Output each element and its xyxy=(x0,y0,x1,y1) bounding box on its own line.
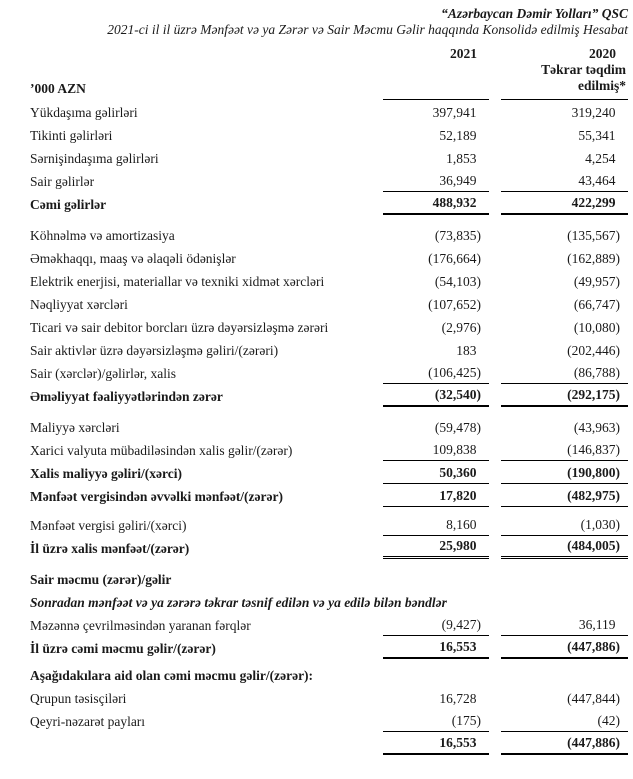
value-2021: (107,652) xyxy=(428,297,481,312)
report-subtitle: 2021-ci il il üzrə Mənfəət və ya Zərər və Sair Məcmu Gəlir haqqında Konsolidə edilmiş Hesabat xyxy=(107,22,628,37)
table-row xyxy=(30,636,628,659)
value-2020: (447,844) xyxy=(567,691,620,706)
restated-note: Təkrar təqdim edilmiş* xyxy=(541,62,626,93)
value-2021: 17,820 xyxy=(383,484,489,507)
value-2021: (59,478) xyxy=(434,420,481,435)
table-row xyxy=(30,415,628,438)
value-2020: 422,299 xyxy=(501,192,628,215)
table-row xyxy=(30,338,628,361)
table-row xyxy=(30,709,628,732)
value-2020: 43,464 xyxy=(501,169,628,192)
table-row xyxy=(30,146,628,169)
column-header-row xyxy=(30,46,628,100)
value-2020: (10,080) xyxy=(573,320,620,335)
value-2020: (146,837) xyxy=(501,438,628,461)
value-2020: (447,886) xyxy=(501,636,628,659)
row-label: Məzənnə çevrilməsindən yaranan fərqlər xyxy=(30,618,251,633)
value-2021: 50,360 xyxy=(383,461,489,484)
table-row xyxy=(30,192,628,215)
value-2020: (86,788) xyxy=(501,361,628,384)
value-2021: (175) xyxy=(383,709,489,732)
table-row xyxy=(30,100,628,123)
value-2020: (1,030) xyxy=(501,513,628,536)
value-2021: (2,976) xyxy=(441,320,481,335)
value-2021: 397,941 xyxy=(432,105,477,120)
row-label: Tikinti gəlirləri xyxy=(30,128,113,143)
value-2021: 25,980 xyxy=(383,536,489,559)
value-2020: (190,800) xyxy=(501,461,628,484)
table-row xyxy=(30,613,628,636)
value-2020: 55,341 xyxy=(578,128,616,143)
value-2020: (49,957) xyxy=(573,274,620,289)
row-label: Xalis maliyyə gəliri/(xərci) xyxy=(30,466,182,481)
value-2021: (106,425) xyxy=(383,361,489,384)
row-spacer xyxy=(30,559,628,571)
value-2021: 52,189 xyxy=(439,128,477,143)
value-2021: 16,553 xyxy=(383,636,489,659)
value-2021: 488,932 xyxy=(383,192,489,215)
value-2021: (54,103) xyxy=(434,274,481,289)
table-row xyxy=(30,484,628,507)
table-row xyxy=(30,269,628,292)
row-label: Köhnəlmə və amortizasiya xyxy=(30,228,175,243)
value-2020: (447,886) xyxy=(501,732,628,755)
year-2021-label: 2021 xyxy=(450,46,477,61)
value-2020: (43,963) xyxy=(573,420,620,435)
table-row xyxy=(30,384,628,407)
row-label: Sair (xərclər)/gəlirlər, xalis xyxy=(30,366,177,381)
row-spacer xyxy=(30,407,628,415)
table-row xyxy=(30,315,628,338)
value-2021: 36,949 xyxy=(383,169,489,192)
value-2020: (162,889) xyxy=(567,251,620,266)
unit-label: ’000 AZN xyxy=(30,81,86,96)
table-row xyxy=(30,461,628,484)
value-2021: (9,427) xyxy=(383,613,489,636)
value-2020: (66,747) xyxy=(573,297,620,312)
value-2020: 319,240 xyxy=(571,105,616,120)
table-row xyxy=(30,223,628,246)
row-label: Xarici valyuta mübadiləsindən xalis gəlir/(zərər) xyxy=(30,443,293,458)
row-label: Cəmi gəlirlər xyxy=(30,197,107,212)
table-row xyxy=(30,513,628,536)
row-label: Mənfəət vergisindən əvvəlki mənfəət/(zərər) xyxy=(30,489,284,504)
section-header-row xyxy=(30,667,628,686)
year-2020-label: 2020 xyxy=(589,46,616,61)
row-label: Qrupun təsisçiləri xyxy=(30,691,127,706)
row-label: Qeyri-nəzarət payları xyxy=(30,714,146,729)
table-row xyxy=(30,686,628,709)
title-block xyxy=(30,6,628,38)
value-2020: 36,119 xyxy=(501,613,628,636)
value-2020: (482,975) xyxy=(501,484,628,507)
table-row xyxy=(30,246,628,269)
row-label xyxy=(30,732,383,755)
row-label: İl üzrə cəmi məcmu gəlir/(zərər) xyxy=(30,641,216,656)
table-row xyxy=(30,292,628,315)
section-header-row xyxy=(30,571,628,590)
row-label: Sair məcmu (zərər)/gəlir xyxy=(30,572,172,587)
row-label: Elektrik enerjisi, materiallar və texniki xidmət xərcləri xyxy=(30,274,325,289)
row-spacer xyxy=(30,215,628,223)
value-2020: (202,446) xyxy=(567,343,620,358)
value-2020: 4,254 xyxy=(585,151,616,166)
value-2021: (32,540) xyxy=(383,384,489,407)
value-2021: 8,160 xyxy=(383,513,489,536)
company-title: “Azərbaycan Dəmir Yolları” QSC xyxy=(441,6,628,21)
column-header-2021 xyxy=(383,46,489,100)
row-label: Əməliyyat fəaliyyətlərindən zərər xyxy=(30,389,223,404)
row-label: Yükdaşıma gəlirləri xyxy=(30,105,138,120)
row-label: Sərnişindaşıma gəlirləri xyxy=(30,151,159,166)
table-row xyxy=(30,732,628,755)
table-row xyxy=(30,361,628,384)
value-2020: (292,175) xyxy=(501,384,628,407)
value-2021: (176,664) xyxy=(428,251,481,266)
row-label: Əməkhaqqı, maaş və əlaqəli ödənişlər xyxy=(30,251,236,266)
row-label: Aşağıdakılara aid olan cəmi məcmu gəlir/(zərər): xyxy=(30,668,314,683)
row-label: Sonradan mənfəət və ya zərərə təkrar təsnif edilən və ya edilə bilən bəndlər xyxy=(30,595,447,610)
table-row xyxy=(30,536,628,559)
column-header-2020 xyxy=(501,46,628,100)
table-row xyxy=(30,438,628,461)
value-2021: 16,728 xyxy=(439,691,477,706)
row-label: Ticari və sair debitor borcları üzrə dəyərsizləşmə zərəri xyxy=(30,320,329,335)
row-label: İl üzrə xalis mənfəət/(zərər) xyxy=(30,541,190,556)
section-header-row xyxy=(30,594,628,613)
value-2021: (73,835) xyxy=(434,228,481,243)
value-2020: (135,567) xyxy=(567,228,620,243)
value-2021: 109,838 xyxy=(383,438,489,461)
table-row xyxy=(30,123,628,146)
table-row xyxy=(30,169,628,192)
row-label: Maliyyə xərcləri xyxy=(30,420,120,435)
value-2021: 1,853 xyxy=(446,151,477,166)
row-label: Sair aktivlər üzrə dəyərsizləşmə gəliri/(zərəri) xyxy=(30,343,279,358)
row-spacer xyxy=(30,659,628,667)
value-2021: 183 xyxy=(456,343,477,358)
value-2020: (484,005) xyxy=(501,536,628,559)
value-2021: 16,553 xyxy=(383,732,489,755)
statement-body xyxy=(30,100,628,755)
value-2020: (42) xyxy=(501,709,628,732)
row-label: Sair gəlirlər xyxy=(30,174,95,189)
row-label: Nəqliyyat xərcləri xyxy=(30,297,128,312)
row-label: Mənfəət vergisi gəliri/(xərci) xyxy=(30,518,187,533)
